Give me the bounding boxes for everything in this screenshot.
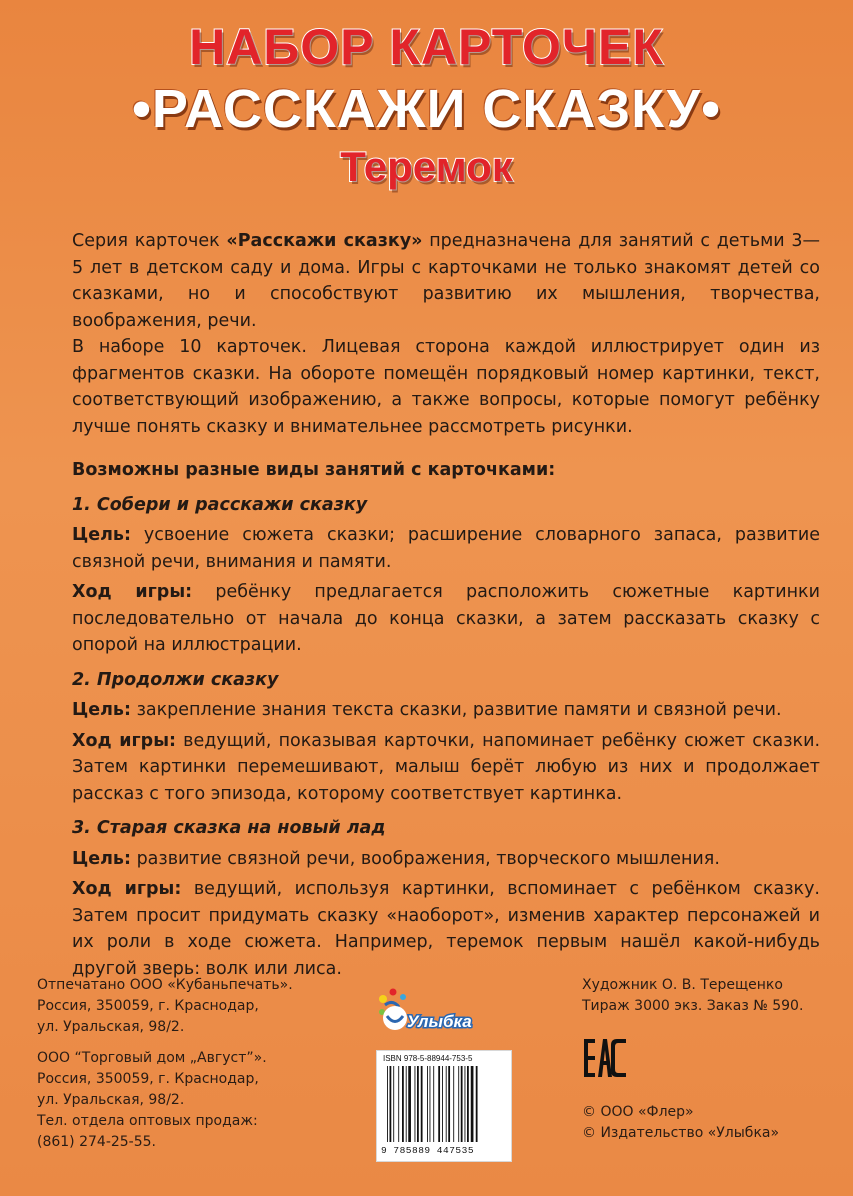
method-item [72, 492, 820, 659]
intro-text [72, 228, 820, 440]
intro-paragraph-1: Серия карточек «Расскажи сказку» предназначена для занятий с детьми 3—5 лет в детском саду и дома. Игры с карточками не только знакомят детей со сказками, но и способствуют развитию их мышления, творчества, воображения, речи. [72, 231, 820, 331]
method-goal: Цель: усвоение сюжета сказки; расширение словарного запаса, развитие связной речи, внимания и памяти. [72, 525, 820, 572]
series-name: «Расскажи сказку» [226, 231, 423, 251]
barcode-digits: 9 785889 447535 [381, 1145, 475, 1156]
publisher-logo [373, 985, 483, 1037]
method-title: 1. Собери и расскажи сказку [72, 494, 368, 515]
series-title: НАБОР КАРТОЧЕК [189, 19, 664, 75]
method-play: Ход игры: ребёнку предлагается расположить сюжетные картинки последовательно от начала до конца сказки, а затем рассказать сказку с опорой на иллюстрации. [72, 582, 820, 655]
method-goal: Цель: закрепление знания текста сказки, развитие памяти и связной речи. [72, 700, 782, 720]
title-block [0, 19, 853, 190]
isbn-barcode [376, 1050, 512, 1162]
method-title: 2. Продолжи сказку [72, 669, 279, 690]
isbn-number: ISBN 978-5-88944-753-5 [383, 1054, 473, 1063]
copyright-block: © ООО «Флер» © Издательство «Улыбка» [582, 1104, 780, 1141]
series-subtitle: •РАССКАЖИ СКАЗКУ• [132, 79, 721, 139]
print-run: Тираж 3000 экз. Заказ № 590. [582, 998, 804, 1014]
intro-paragraph-2: В наборе 10 карточек. Лицевая сторона каждой иллюстрирует один из фрагментов сказки. На обороте помещён порядковый номер картинки, текст, соответствующий изображению, а также вопросы, которые помогут ребёнку лучше понять сказку и внимательнее рассмотреть рисунки. [72, 337, 820, 437]
smile-logo-icon [373, 985, 483, 1037]
method-play: Ход игры: ведущий, используя картинки, вспоминает с ребёнком сказку. Затем просит придумать сказку «наоборот», изменив характер персонажей и их роли в ходе сюжета. Например, теремок первым нашёл какой-нибудь другой зверь: волк или лиса. [72, 879, 820, 979]
imprint-right [582, 975, 832, 1141]
story-title: Теремок [340, 143, 513, 190]
method-item [72, 667, 820, 808]
svg-text:Улыбка: Улыбка [407, 1012, 472, 1031]
method-play: Ход игры: ведущий, показывая карточки, напоминает ребёнку сюжет сказки. Затем картинки перемешивают, малыш берёт любую из них и продолжает рассказ с того эпизода, которому соответствует картинка. [72, 730, 821, 804]
eac-mark-icon [582, 1036, 628, 1080]
methods-section [72, 457, 820, 982]
barcode-bars [385, 1066, 505, 1144]
methods-heading: Возможны разные виды занятий с карточками: [72, 460, 556, 480]
method-title: 3. Старая сказка на новый лад [72, 818, 386, 838]
imprint-left: Отпечатано ООО «Кубаньпечать». Россия, 350059, г. Краснодар, ул. Уральская, 98/2. ООО “Торговый дом „Август”». Россия, 350059, г. Краснодар, ул. Уральская, 98/2. Тел. отдела оптовых продаж: (861) 274-25-55. [37, 977, 293, 1150]
eac-icon [582, 1036, 628, 1080]
artist-credit: Художник О. В. Терещенко [582, 977, 783, 993]
method-goal: Цель: развитие связной речи, воображения, творческого мышления. [72, 848, 720, 869]
method-item [72, 815, 820, 982]
